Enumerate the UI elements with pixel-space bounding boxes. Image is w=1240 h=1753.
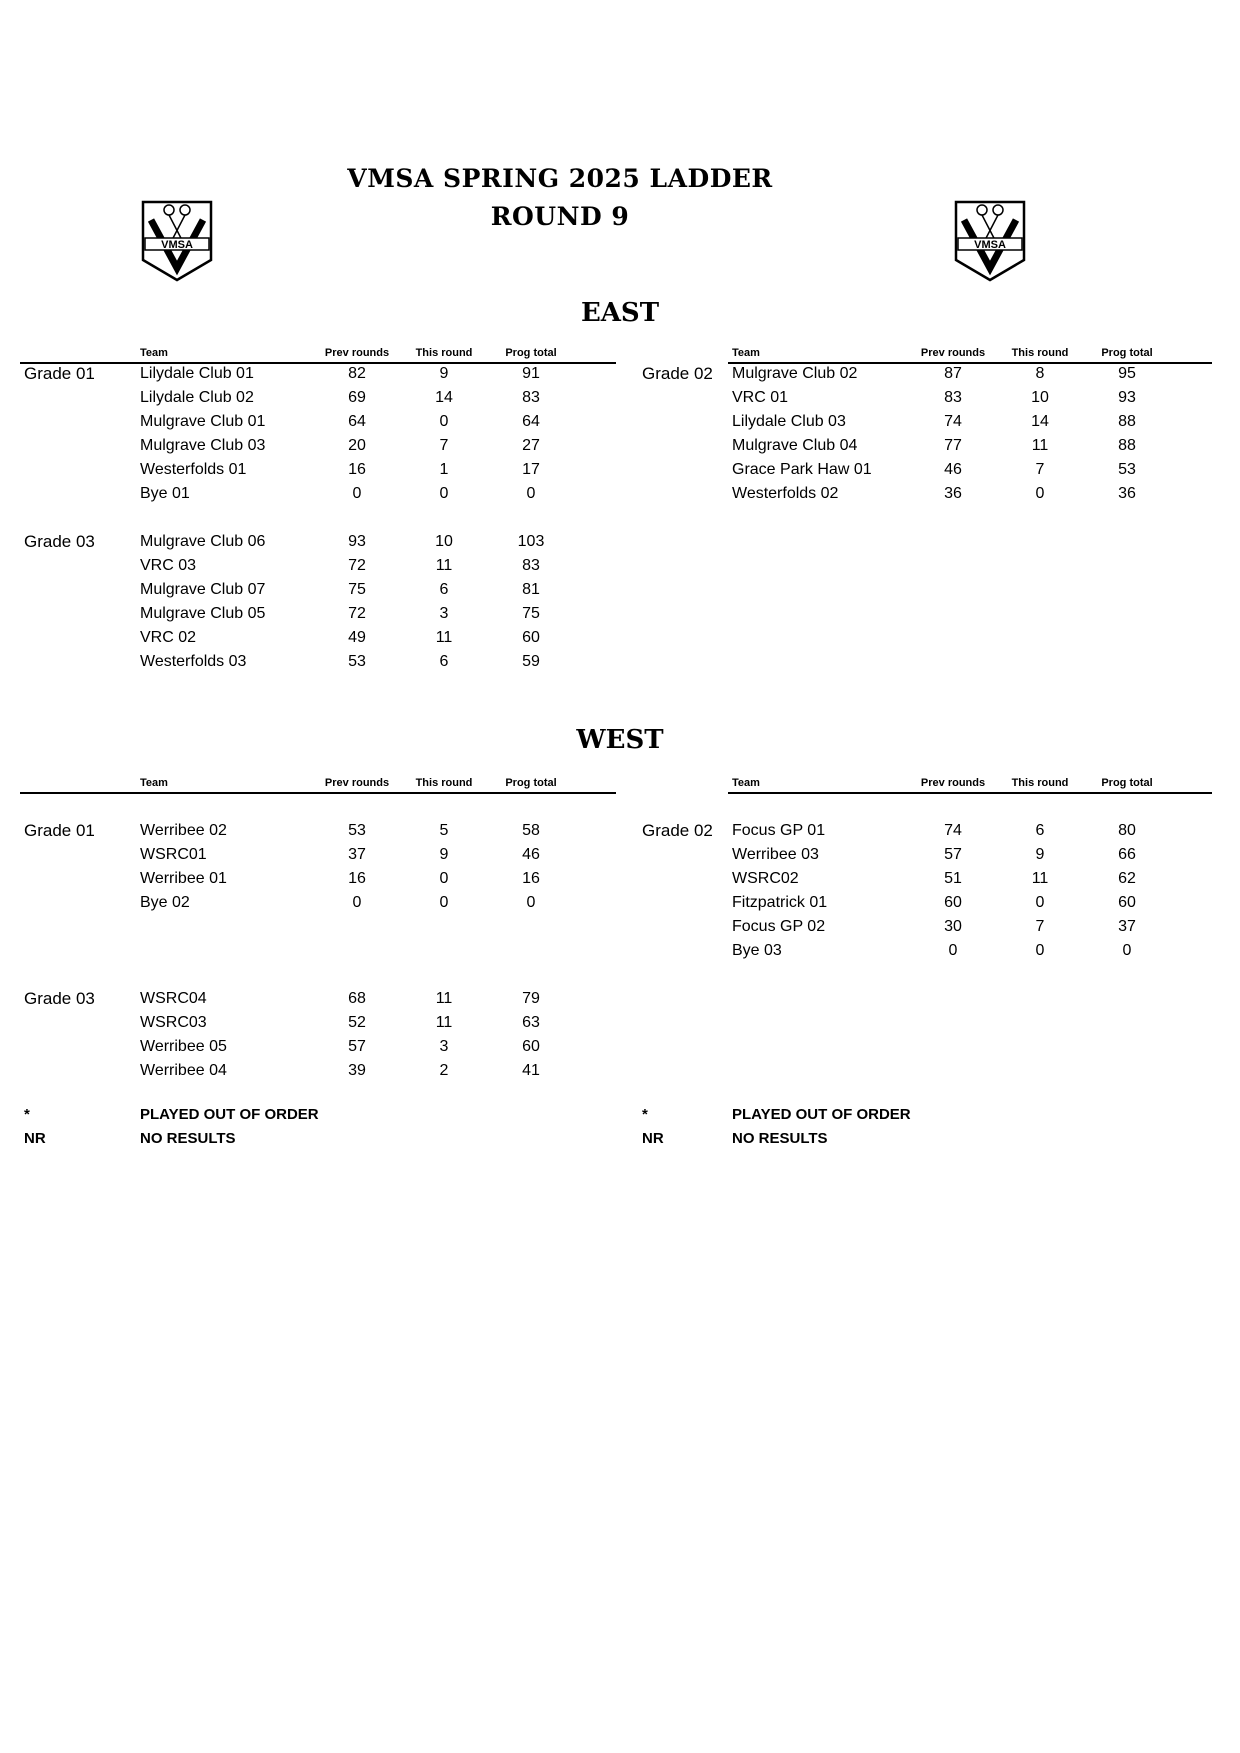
this-round-value: 7 [1035,461,1045,478]
prev-rounds-value: 74 [944,822,962,839]
prog-total-value: 17 [522,461,540,478]
grade-label: Grade 03 [24,989,95,1008]
this-round-value: 14 [435,389,453,406]
this-round-value: 9 [439,365,449,382]
prog-total-value: 0 [526,485,536,502]
team-name: Werribee 05 [140,1038,227,1055]
this-round-value: 10 [435,533,453,550]
this-round-value: 0 [439,894,449,911]
column-header-team: Team [140,347,168,359]
prev-rounds-value: 75 [348,581,366,598]
prog-total-value: 36 [1118,485,1136,502]
this-round-value: 5 [439,822,449,839]
team-name: Westerfolds 03 [140,653,247,670]
column-header-this-round: This round [415,347,473,359]
team-name: Westerfolds 02 [732,485,839,502]
prev-rounds-value: 16 [348,870,366,887]
prog-total-value: 103 [517,533,545,550]
team-name: WSRC04 [140,990,207,1007]
column-header-prev-rounds: Prev rounds [324,777,390,789]
legend-text: NO RESULTS [140,1130,236,1147]
team-name: VRC 03 [140,557,197,574]
grade-label: Grade 01 [24,821,95,840]
team-name: Focus GP 01 [732,822,826,839]
prog-total-value: 16 [522,870,540,887]
legend-symbol: NR [24,1130,46,1147]
prev-rounds-value: 82 [348,365,366,382]
team-name: Mulgrave Club 04 [732,437,858,454]
vmsa-crest-icon [950,198,1030,282]
prog-total-value: 46 [522,846,540,863]
prog-total-value: 53 [1118,461,1136,478]
column-header-prev-rounds: Prev rounds [920,347,986,359]
column-header-prog-total: Prog total [505,777,557,789]
prev-rounds-value: 64 [348,413,366,430]
this-round-value: 11 [435,557,453,574]
prev-rounds-value: 60 [944,894,962,911]
prog-total-value: 75 [522,605,540,622]
this-round-value: 2 [439,1062,449,1079]
this-round-value: 6 [1035,822,1045,839]
region-west-heading: WEST [576,725,664,755]
team-name: Mulgrave Club 02 [732,365,858,382]
prog-total-value: 37 [1118,918,1136,935]
prev-rounds-value: 39 [348,1062,366,1079]
prev-rounds-value: 30 [944,918,962,935]
column-header-this-round: This round [1011,347,1069,359]
this-round-value: 0 [1035,942,1045,959]
region-east-heading: EAST [580,298,660,328]
prev-rounds-value: 53 [348,653,366,670]
prog-total-value: 91 [522,365,540,382]
this-round-value: 14 [1031,413,1049,430]
column-header-this-round: This round [1011,777,1069,789]
prev-rounds-value: 49 [348,629,366,646]
legend-text: PLAYED OUT OF ORDER [732,1106,911,1123]
prev-rounds-value: 93 [348,533,366,550]
prev-rounds-value: 51 [944,870,962,887]
team-name: Westerfolds 01 [140,461,247,478]
prog-total-value: 0 [526,894,536,911]
prev-rounds-value: 69 [348,389,366,406]
prev-rounds-value: 0 [352,894,362,911]
team-name: Mulgrave Club 03 [140,437,266,454]
team-name: Mulgrave Club 06 [140,533,266,550]
prog-total-value: 88 [1118,413,1136,430]
team-name: Werribee 03 [732,846,819,863]
this-round-value: 6 [439,653,449,670]
prog-total-value: 64 [522,413,540,430]
team-name: WSRC03 [140,1014,207,1031]
prog-total-value: 83 [522,557,540,574]
column-header-team: Team [140,777,168,789]
legend-symbol: NR [642,1130,664,1147]
prev-rounds-value: 72 [348,605,366,622]
team-name: WSRC01 [140,846,207,863]
this-round-value: 0 [1035,894,1045,911]
prev-rounds-value: 77 [944,437,962,454]
this-round-value: 7 [1035,918,1045,935]
this-round-value: 11 [1031,437,1049,454]
team-name: Bye 01 [140,485,190,502]
prog-total-value: 58 [522,822,540,839]
prog-total-value: 93 [1118,389,1136,406]
this-round-value: 3 [439,1038,449,1055]
vmsa-crest-icon [137,198,217,282]
grade-label: Grade 01 [24,364,95,383]
prev-rounds-value: 20 [348,437,366,454]
this-round-value: 9 [1035,846,1045,863]
this-round-value: 7 [439,437,449,454]
team-name: Bye 03 [732,942,782,959]
team-name: WSRC02 [732,870,799,887]
this-round-value: 8 [1035,365,1045,382]
team-name: Werribee 04 [140,1062,227,1079]
prev-rounds-value: 57 [944,846,962,863]
legend-symbol: * [642,1106,648,1123]
prev-rounds-value: 68 [348,990,366,1007]
team-name: VRC 01 [732,389,789,406]
prog-total-value: 27 [522,437,540,454]
prog-total-value: 83 [522,389,540,406]
page-title: VMSA SPRING 2025 LADDER [347,164,773,193]
prog-total-value: 0 [1122,942,1132,959]
team-name: Fitzpatrick 01 [732,894,828,911]
column-header-team: Team [732,347,760,359]
team-name: Werribee 02 [140,822,227,839]
prog-total-value: 60 [522,1038,540,1055]
prog-total-value: 63 [522,1014,540,1031]
team-name: VRC 02 [140,629,197,646]
this-round-value: 0 [439,413,449,430]
prev-rounds-value: 87 [944,365,962,382]
this-round-value: 0 [1035,485,1045,502]
this-round-value: 11 [435,629,453,646]
prev-rounds-value: 37 [348,846,366,863]
this-round-value: 3 [439,605,449,622]
logo-text: VMSA [974,239,1006,251]
page-subtitle: ROUND 9 [490,202,630,231]
team-name: Lilydale Club 01 [140,365,254,382]
prev-rounds-value: 36 [944,485,962,502]
this-round-value: 6 [439,581,449,598]
column-header-prog-total: Prog total [1101,347,1153,359]
prev-rounds-value: 0 [948,942,958,959]
legend-text: NO RESULTS [732,1130,828,1147]
prev-rounds-value: 72 [348,557,366,574]
prog-total-value: 79 [522,990,540,1007]
this-round-value: 9 [439,846,449,863]
header-rule [20,792,616,794]
column-header-this-round: This round [415,777,473,789]
prev-rounds-value: 46 [944,461,962,478]
team-name: Mulgrave Club 07 [140,581,266,598]
prev-rounds-value: 16 [348,461,366,478]
column-header-team: Team [732,777,760,789]
team-name: Lilydale Club 02 [140,389,254,406]
column-header-prev-rounds: Prev rounds [920,777,986,789]
prev-rounds-value: 0 [352,485,362,502]
prog-total-value: 66 [1118,846,1136,863]
header-rule [728,792,1212,794]
prev-rounds-value: 52 [348,1014,366,1031]
team-name: Grace Park Haw 01 [732,461,872,478]
prev-rounds-value: 83 [944,389,962,406]
column-header-prog-total: Prog total [505,347,557,359]
column-header-prev-rounds: Prev rounds [324,347,390,359]
this-round-value: 0 [439,485,449,502]
team-name: Werribee 01 [140,870,227,887]
grade-label: Grade 02 [642,364,713,383]
prog-total-value: 59 [522,653,540,670]
prev-rounds-value: 74 [944,413,962,430]
prog-total-value: 81 [522,581,540,598]
logo-text: VMSA [161,239,193,251]
team-name: Lilydale Club 03 [732,413,846,430]
grade-label: Grade 02 [642,821,713,840]
this-round-value: 11 [1031,870,1049,887]
prog-total-value: 60 [522,629,540,646]
column-header-prog-total: Prog total [1101,777,1153,789]
prog-total-value: 60 [1118,894,1136,911]
prev-rounds-value: 57 [348,1038,366,1055]
team-name: Bye 02 [140,894,190,911]
prog-total-value: 95 [1118,365,1136,382]
legend-text: PLAYED OUT OF ORDER [140,1106,319,1123]
grade-label: Grade 03 [24,532,95,551]
legend-symbol: * [24,1106,30,1123]
this-round-value: 1 [439,461,449,478]
prog-total-value: 62 [1118,870,1136,887]
this-round-value: 11 [435,1014,453,1031]
team-name: Mulgrave Club 05 [140,605,266,622]
prog-total-value: 80 [1118,822,1136,839]
prog-total-value: 41 [522,1062,540,1079]
prev-rounds-value: 53 [348,822,366,839]
this-round-value: 11 [435,990,453,1007]
prog-total-value: 88 [1118,437,1136,454]
this-round-value: 10 [1031,389,1049,406]
team-name: Focus GP 02 [732,918,826,935]
this-round-value: 0 [439,870,449,887]
team-name: Mulgrave Club 01 [140,413,266,430]
